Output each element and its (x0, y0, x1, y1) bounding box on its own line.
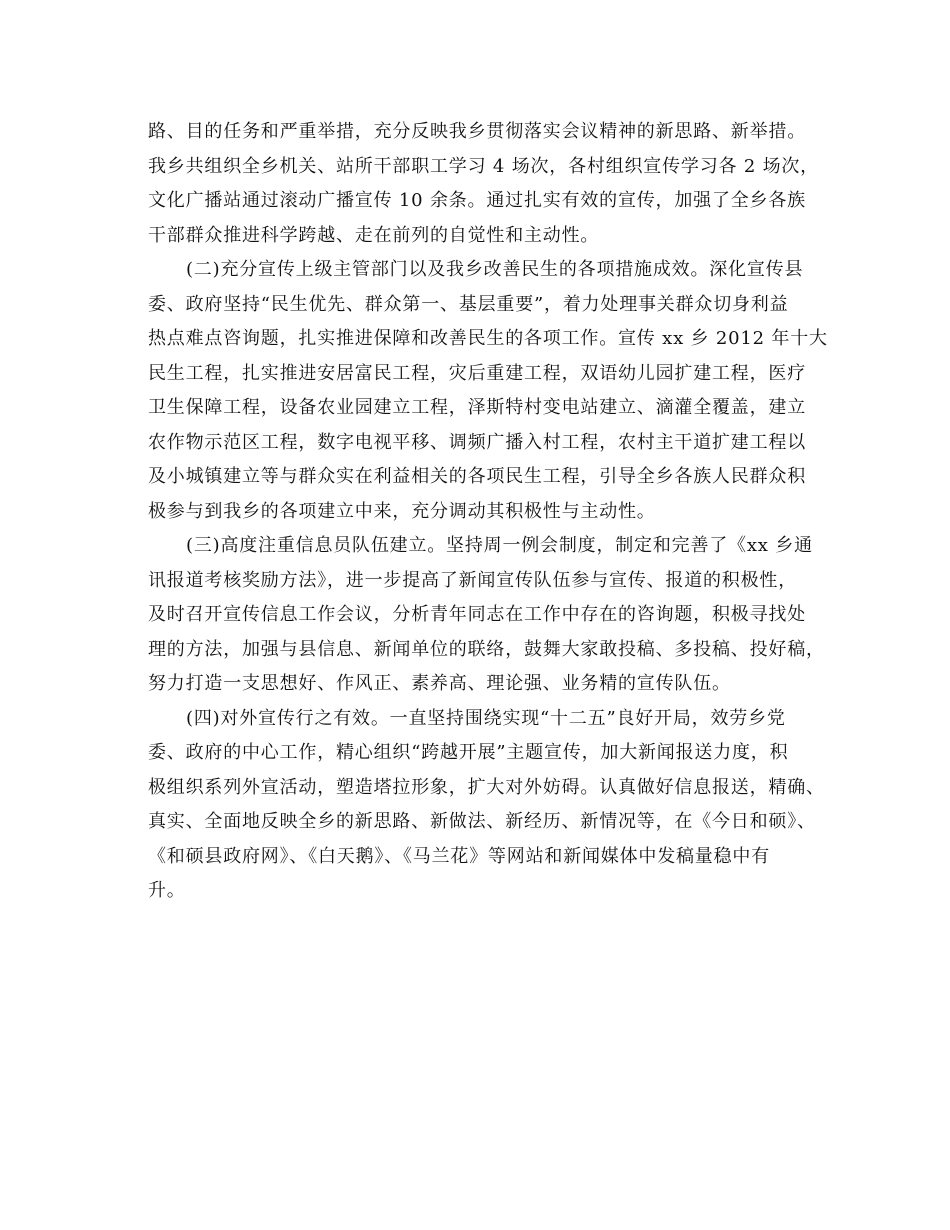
text-line: 委、政府的中心工作，精心组织“跨越开展”主题宣传，加大新闻报送力度，积 (148, 742, 789, 763)
text-line: 升。 (148, 880, 186, 901)
text-line: (四)对外宣传行之有效。一直坚持围绕实现“十二五”良好开局，效劳乡党 (186, 707, 786, 729)
text-line: 热点难点咨询题，扎实推进保障和改善民生的各项工作。宣传 xx 乡 2012 年十大 (148, 328, 828, 349)
text-line: 真实、全面地反映全乡的新思路、新做法、新经历、新情况等，在《今日和硕》、 (148, 811, 816, 832)
text-line: 讯报道考核奖励方法》，进一步提高了新闻宣传队伍参与宣传、报道的积极性， (148, 569, 797, 591)
paragraph-external-publicity (148, 702, 825, 909)
text-line: 极组织系列外宣活动，塑造塔拉形象，扩大对外妨碍。认真做好信息报送，精确、 (148, 776, 825, 798)
text-line: 委、政府坚持“民生优先、群众第一、基层重要”，着力处理事关群众切身利益 (148, 293, 789, 315)
text-line: 干部群众推进科学跨越、走在前列的自觉性和主动性。 (148, 224, 600, 246)
text-line: 民生工程，扎实推进安居富民工程，灾后重建工程，双语幼儿园扩建工程，医疗 (148, 362, 806, 384)
paragraph-informant-team (148, 529, 825, 702)
text-line: 农作物示范区工程，数字电视平移、调频广播入村工程，农村主干道扩建工程以 (148, 431, 806, 453)
text-line: 极参与到我乡的各项建立中来，充分调动其积极性与主动性。 (148, 500, 656, 522)
text-line: 《和硕县政府网》、《白天鹅》、《马兰花》等网站和新闻媒体中发稿量稳中有 (148, 845, 770, 867)
text-line: (二)充分宣传上级主管部门以及我乡改善民生的各项措施成效。深化宣传县 (186, 259, 804, 280)
text-line: 及时召开宣传信息工作会议，分析青年同志在工作中存在的咨询题，积极寻找处 (148, 604, 806, 625)
paragraph-livelihood-measures (148, 253, 828, 529)
text-line: 卫生保障工程，设备农业园建立工程，泽斯特村变电站建立、滴灌全覆盖，建立 (148, 397, 806, 418)
text-line: 理的方法，加强与县信息、新闻单位的联络，鼓舞大家敢投稿、多投稿、投好稿， (148, 638, 825, 660)
text-line: 我乡共组织全乡机关、站所干部职工学习 4 场次，各村组织宣传学习各 2 场次， (148, 155, 819, 177)
text-line: 及小城镇建立等与群众实在利益相关的各项民生工程，引导全乡各族人民群众积 (148, 466, 806, 487)
text-line: 文化广播站通过滚动广播宣传 10 余条。通过扎实有效的宣传，加强了全乡各族 (148, 190, 806, 211)
paragraph-publicity-summary (148, 115, 819, 253)
text-line: 努力打造一支思想好、作风正、素养高、理论强、业务精的宣传队伍。 (148, 673, 731, 694)
text-line: (三)高度注重信息员队伍建立。坚持周一例会制度，制定和完善了《xx 乡通 (186, 535, 813, 556)
document-body (148, 115, 828, 909)
text-line: 路、目的任务和严重举措，充分反映我乡贯彻落实会议精神的新思路、新举措。 (148, 121, 806, 142)
